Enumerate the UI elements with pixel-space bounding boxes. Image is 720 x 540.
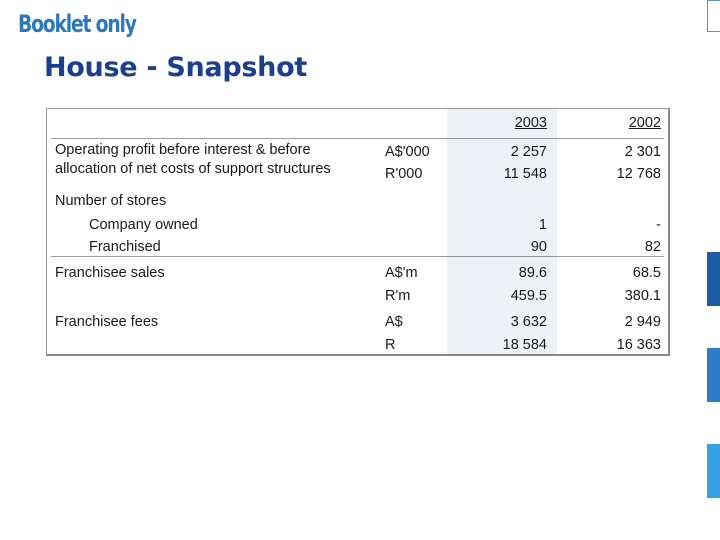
page-title: House - Snapshot (44, 52, 307, 83)
value-2003: 90 (530, 239, 547, 255)
header-divider (51, 138, 664, 139)
value-2002: 68.5 (632, 265, 661, 281)
sidebar-outline-tab (707, 0, 720, 32)
booklet-only-logo: Booklet only (18, 10, 136, 38)
unit-aud-millions: A$'m (385, 265, 418, 281)
sidebar-tab-2 (707, 348, 720, 402)
value-2003: 18 584 (502, 337, 547, 353)
value-2002: 2 301 (624, 144, 661, 160)
year-header-2002: 2002 (628, 115, 661, 131)
unit-zar-thousands: R'000 (385, 166, 423, 182)
sidebar-tab-1 (707, 252, 720, 306)
unit-aud-thousands: A$'000 (385, 144, 430, 160)
unit-zar: R (385, 337, 396, 353)
value-2003: 1 (538, 217, 547, 233)
value-2002: 82 (644, 239, 661, 255)
row-label-company-owned: Company owned (89, 217, 198, 233)
row-label-number-of-stores: Number of stores (55, 193, 167, 209)
section-divider (51, 256, 664, 257)
value-2002: 380.1 (624, 288, 661, 304)
sidebar-tab-3 (707, 444, 720, 498)
value-2002: 12 768 (616, 166, 661, 182)
value-2003: 89.6 (518, 265, 547, 281)
row-label-franchisee-fees: Franchisee fees (55, 314, 159, 330)
value-2003: 3 632 (510, 314, 547, 330)
value-2003: 11 548 (503, 166, 547, 182)
row-label-operating-profit: Operating profit before interest & before allocation of net costs of support structures (55, 142, 331, 177)
snapshot-table (46, 108, 670, 356)
value-2002: 2 949 (624, 314, 661, 330)
unit-zar-millions: R'm (385, 288, 411, 304)
row-label-franchised: Franchised (89, 239, 161, 255)
value-2003: 2 257 (510, 144, 547, 160)
row-label-franchisee-sales: Franchisee sales (55, 265, 165, 281)
value-2002: - (656, 217, 661, 233)
value-2003: 459.5 (510, 288, 547, 304)
unit-aud: A$ (385, 314, 403, 330)
year-header-2003: 2003 (514, 115, 547, 131)
value-2002: 16 363 (616, 337, 661, 353)
